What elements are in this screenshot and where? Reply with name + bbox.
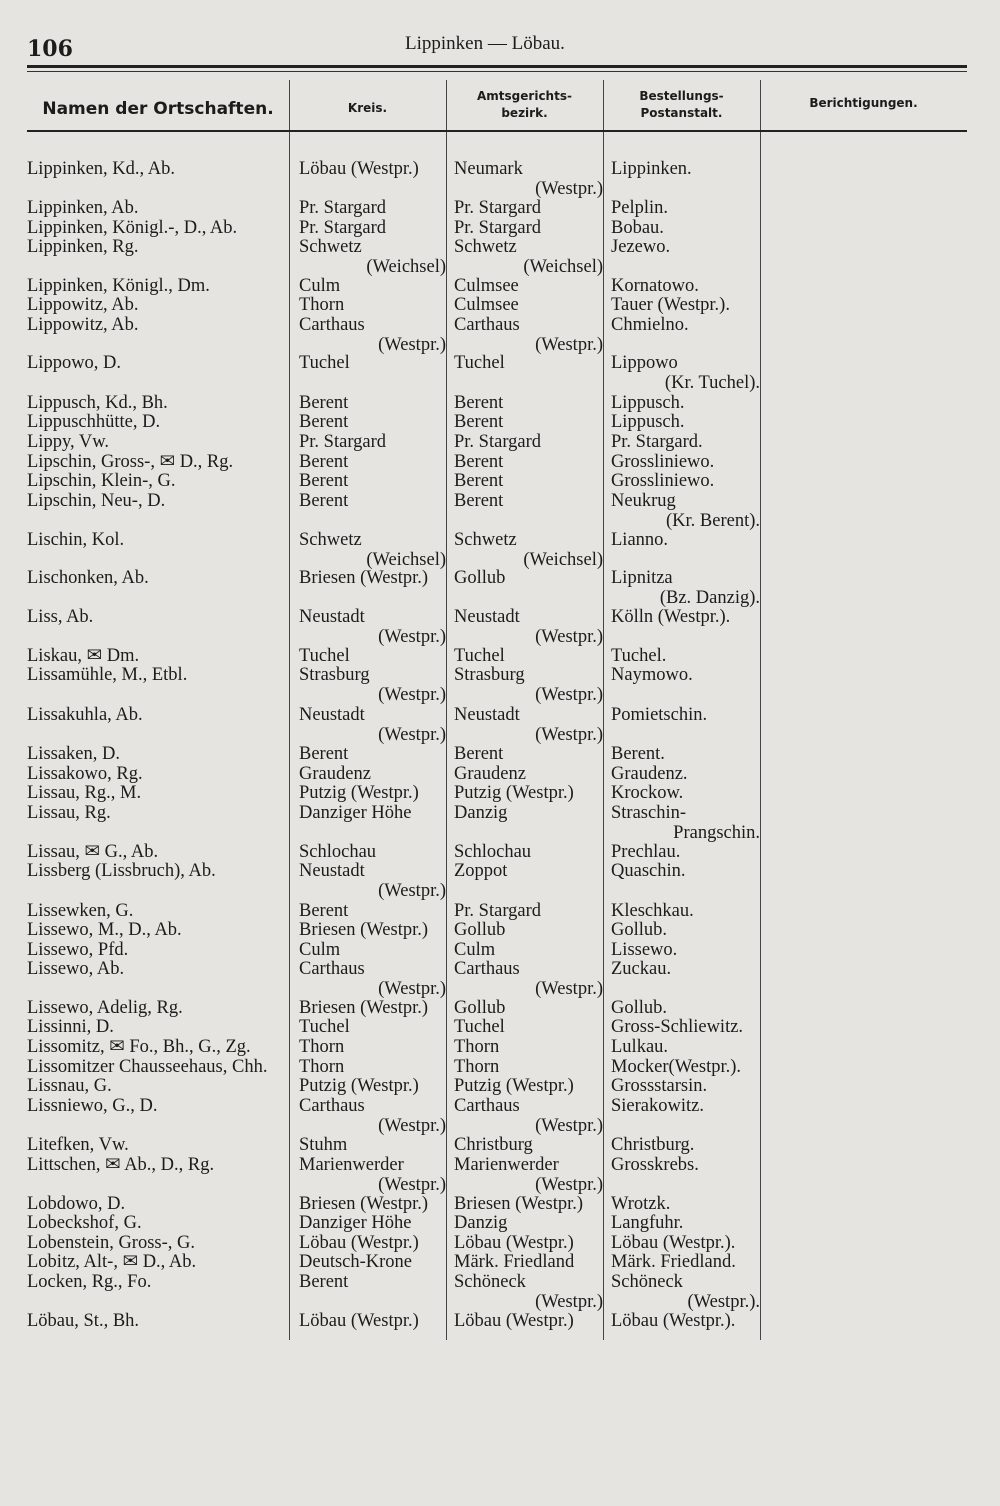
row-amtsgericht-cont: (Westpr.) <box>535 178 603 199</box>
row-place-name: Lissewo, Ab. <box>27 959 125 979</box>
row-place-name: Lissnau, G. <box>27 1076 112 1096</box>
row-kreis: Berent <box>299 744 349 764</box>
row-place-name: Liskau, ✉ Dm. <box>27 646 140 666</box>
row-postanstalt: Tauer (Westpr.). <box>611 295 730 315</box>
row-place-name: Lippusch, Kd., Bh. <box>27 393 168 413</box>
row-amtsgericht: Gollub <box>454 998 506 1018</box>
row-place-name: Lissinni, D. <box>27 1017 114 1037</box>
row-amtsgericht: Pr. Stargard <box>454 432 542 452</box>
row-postanstalt: Krockow. <box>611 783 684 803</box>
row-kreis: Danziger Höhe <box>299 1213 412 1233</box>
row-kreis-cont: (Weichsel) <box>366 256 446 277</box>
row-amtsgericht: Berent <box>454 452 504 472</box>
row-amtsgericht-cont: (Westpr.) <box>535 684 603 705</box>
header-berichtigungen: Berichtigungen. <box>809 96 918 110</box>
row-amtsgericht: Putzig (Westpr.) <box>454 783 574 803</box>
row-place-name: Lissewo, Pfd. <box>27 940 129 960</box>
row-amtsgericht: Tuchel <box>454 1017 505 1037</box>
row-place-name: Lippinken, Königl., Dm. <box>27 276 210 296</box>
row-place-name: Lissaken, D. <box>27 744 120 764</box>
row-kreis: Briesen (Westpr.) <box>299 998 429 1018</box>
row-place-name: Lippowo, D. <box>27 353 122 373</box>
row-amtsgericht-cont: (Westpr.) <box>535 626 603 647</box>
row-place-name: Lissniewo, G., D. <box>27 1096 158 1116</box>
column-divider <box>760 80 761 1340</box>
row-place-name: Lobenstein, Gross-, G. <box>27 1233 196 1253</box>
row-postanstalt: Bobau. <box>611 218 664 238</box>
row-postanstalt: Gollub. <box>611 998 668 1018</box>
row-amtsgericht-cont: (Westpr.) <box>535 334 603 355</box>
row-kreis: Berent <box>299 393 349 413</box>
row-amtsgericht: Schöneck <box>454 1272 526 1292</box>
row-postanstalt: Lippusch. <box>611 412 685 432</box>
row-place-name: Locken, Rg., Fo. <box>27 1272 152 1292</box>
row-postanstalt: Lippowo <box>611 353 678 373</box>
row-amtsgericht: Märk. Friedland <box>454 1252 575 1272</box>
row-postanstalt: Tuchel. <box>611 646 667 666</box>
row-postanstalt: Christburg. <box>611 1135 695 1155</box>
row-kreis: Neustadt <box>299 607 365 627</box>
row-kreis-cont: (Weichsel) <box>366 549 446 570</box>
row-place-name: Lippinken, Rg. <box>27 237 139 257</box>
row-amtsgericht: Danzig <box>454 1213 508 1233</box>
row-postanstalt: Pelplin. <box>611 198 669 218</box>
row-place-name: Lippowitz, Ab. <box>27 315 139 335</box>
row-postanstalt-cont: (Bz. Danzig). <box>659 587 760 608</box>
row-kreis: Schwetz <box>299 530 362 550</box>
row-place-name: Lissewo, M., D., Ab. <box>27 920 182 940</box>
row-amtsgericht: Schwetz <box>454 237 517 257</box>
row-place-name: Lissberg (Lissbruch), Ab. <box>27 861 216 881</box>
row-kreis: Neustadt <box>299 705 365 725</box>
row-postanstalt: Grosskrebs. <box>611 1155 699 1175</box>
row-amtsgericht-cont: (Westpr.) <box>535 1291 603 1312</box>
row-amtsgericht: Berent <box>454 471 504 491</box>
row-place-name: Lissamühle, M., Etbl. <box>27 665 188 685</box>
row-place-name: Lissewken, G. <box>27 901 134 921</box>
column-divider <box>289 80 290 1340</box>
row-amtsgericht-cont: (Westpr.) <box>535 978 603 999</box>
row-place-name: Lissakuhla, Ab. <box>27 705 143 725</box>
row-postanstalt-cont: (Kr. Tuchel). <box>664 372 760 393</box>
row-amtsgericht-cont: (Westpr.) <box>535 1174 603 1195</box>
row-place-name: Lissau, ✉ G., Ab. <box>27 842 159 862</box>
row-kreis: Danziger Höhe <box>299 803 412 823</box>
column-divider <box>446 80 447 1340</box>
row-place-name: Lippinken, Ab. <box>27 198 139 218</box>
row-kreis-cont: (Westpr.) <box>378 684 446 705</box>
row-postanstalt: Prechlau. <box>611 842 681 862</box>
row-kreis: Berent <box>299 412 349 432</box>
row-kreis: Löbau (Westpr.) <box>299 159 419 179</box>
row-amtsgericht: Putzig (Westpr.) <box>454 1076 574 1096</box>
row-postanstalt: Grossstarsin. <box>611 1076 708 1096</box>
row-kreis: Thorn <box>299 295 345 315</box>
row-postanstalt: Gollub. <box>611 920 668 940</box>
row-place-name: Lippuschhütte, D. <box>27 412 161 432</box>
row-amtsgericht: Schwetz <box>454 530 517 550</box>
row-amtsgericht: Marienwerder <box>454 1155 559 1175</box>
column-divider <box>603 80 604 1340</box>
row-amtsgericht: Carthaus <box>454 1096 520 1116</box>
row-amtsgericht: Zoppot <box>454 861 508 881</box>
row-kreis-cont: (Westpr.) <box>378 1115 446 1136</box>
row-postanstalt: Löbau (Westpr.). <box>611 1233 736 1253</box>
row-amtsgericht: Neustadt <box>454 705 520 725</box>
header-rule <box>27 130 967 132</box>
row-amtsgericht: Berent <box>454 491 504 511</box>
row-kreis: Schwetz <box>299 237 362 257</box>
row-postanstalt: Wrotzk. <box>611 1194 671 1214</box>
row-place-name: Lischin, Kol. <box>27 530 125 550</box>
row-amtsgericht: Strasburg <box>454 665 525 685</box>
row-kreis: Löbau (Westpr.) <box>299 1311 419 1331</box>
row-postanstalt-cont: (Westpr.). <box>687 1291 760 1312</box>
header-name: Namen der Ortschaften. <box>42 99 274 119</box>
row-amtsgericht: Gollub <box>454 920 506 940</box>
row-postanstalt: Lulkau. <box>611 1037 669 1057</box>
row-postanstalt: Sierakowitz. <box>611 1096 704 1116</box>
top-rule <box>27 65 967 68</box>
row-kreis: Strasburg <box>299 665 370 685</box>
row-kreis: Carthaus <box>299 1096 365 1116</box>
row-amtsgericht: Neumark <box>454 159 523 179</box>
row-postanstalt: Kölln (Westpr.). <box>611 607 731 627</box>
row-place-name: Liss, Ab. <box>27 607 94 627</box>
row-kreis: Marienwerder <box>299 1155 404 1175</box>
row-amtsgericht: Culm <box>454 940 496 960</box>
row-amtsgericht: Culmsee <box>454 295 519 315</box>
top-rule-thin <box>27 71 967 72</box>
row-amtsgericht: Berent <box>454 744 504 764</box>
row-place-name: Lobitz, Alt-, ✉ D., Ab. <box>27 1252 197 1272</box>
row-kreis: Pr. Stargard <box>299 198 387 218</box>
row-kreis: Culm <box>299 276 341 296</box>
row-postanstalt: Zuckau. <box>611 959 672 979</box>
row-postanstalt: Jezewo. <box>611 237 671 257</box>
row-amtsgericht-cont: (Westpr.) <box>535 1115 603 1136</box>
row-amtsgericht-cont: (Westpr.) <box>535 724 603 745</box>
row-place-name: Lippinken, Kd., Ab. <box>27 159 175 179</box>
row-amtsgericht: Graudenz <box>454 764 526 784</box>
row-postanstalt: Graudenz. <box>611 764 688 784</box>
row-postanstalt: Lipnitza <box>611 568 673 588</box>
row-amtsgericht: Carthaus <box>454 315 520 335</box>
row-kreis-cont: (Westpr.) <box>378 334 446 355</box>
row-kreis: Tuchel <box>299 353 350 373</box>
row-kreis-cont: (Westpr.) <box>378 626 446 647</box>
row-amtsgericht: Danzig <box>454 803 508 823</box>
row-amtsgericht: Pr. Stargard <box>454 198 542 218</box>
row-amtsgericht: Thorn <box>454 1057 500 1077</box>
row-kreis-cont: (Westpr.) <box>378 978 446 999</box>
row-kreis: Carthaus <box>299 959 365 979</box>
row-postanstalt: Kornatowo. <box>611 276 699 296</box>
row-kreis: Pr. Stargard <box>299 432 387 452</box>
row-kreis-cont: (Westpr.) <box>378 1174 446 1195</box>
row-amtsgericht: Gollub <box>454 568 506 588</box>
row-amtsgericht: Culmsee <box>454 276 519 296</box>
row-postanstalt: Grossliniewo. <box>611 471 715 491</box>
row-postanstalt: Chmielno. <box>611 315 689 335</box>
row-postanstalt: Gross-Schliewitz. <box>611 1017 744 1037</box>
row-kreis: Berent <box>299 491 349 511</box>
row-postanstalt: Berent. <box>611 744 665 764</box>
row-postanstalt: Lippusch. <box>611 393 685 413</box>
row-place-name: Lippowitz, Ab. <box>27 295 139 315</box>
row-postanstalt: Naymowo. <box>611 665 693 685</box>
row-kreis: Briesen (Westpr.) <box>299 920 429 940</box>
row-place-name: Lissakowo, Rg. <box>27 764 143 784</box>
row-place-name: Lippy, Vw. <box>27 432 110 452</box>
row-place-name: Lissau, Rg. <box>27 803 111 823</box>
row-place-name: Lobeckshof, G. <box>27 1213 142 1233</box>
row-amtsgericht: Briesen (Westpr.) <box>454 1194 584 1214</box>
row-amtsgericht-cont: (Weichsel) <box>523 549 603 570</box>
row-postanstalt: Lippinken. <box>611 159 692 179</box>
row-postanstalt: Pomietschin. <box>611 705 708 725</box>
row-amtsgericht: Pr. Stargard <box>454 901 542 921</box>
row-kreis: Graudenz <box>299 764 371 784</box>
row-postanstalt: Kleschkau. <box>611 901 694 921</box>
row-place-name: Lischonken, Ab. <box>27 568 149 588</box>
row-postanstalt: Straschin- <box>611 803 687 823</box>
row-kreis: Briesen (Westpr.) <box>299 568 429 588</box>
row-amtsgericht: Neustadt <box>454 607 520 627</box>
row-postanstalt: Grossliniewo. <box>611 452 715 472</box>
row-place-name: Lipschin, Gross-, ✉ D., Rg. <box>27 452 234 472</box>
row-place-name: Lippinken, Königl.-, D., Ab. <box>27 218 238 238</box>
row-place-name: Lissomitzer Chausseehaus, Chh. <box>27 1057 268 1077</box>
row-postanstalt: Löbau (Westpr.). <box>611 1311 736 1331</box>
row-kreis: Pr. Stargard <box>299 218 387 238</box>
row-place-name: Lipschin, Neu-, D. <box>27 491 166 511</box>
row-amtsgericht: Berent <box>454 412 504 432</box>
row-kreis: Berent <box>299 901 349 921</box>
row-amtsgericht: Christburg <box>454 1135 533 1155</box>
row-kreis: Putzig (Westpr.) <box>299 1076 419 1096</box>
row-place-name: Litefken, Vw. <box>27 1135 129 1155</box>
row-postanstalt-cont: (Kr. Berent). <box>665 510 760 531</box>
row-amtsgericht: Pr. Stargard <box>454 218 542 238</box>
page-number: 106 <box>27 36 73 62</box>
row-postanstalt: Schöneck <box>611 1272 683 1292</box>
row-kreis-cont: (Westpr.) <box>378 724 446 745</box>
row-place-name: Lipschin, Klein-, G. <box>27 471 176 491</box>
row-kreis-cont: (Westpr.) <box>378 880 446 901</box>
row-kreis: Briesen (Westpr.) <box>299 1194 429 1214</box>
row-kreis: Berent <box>299 452 349 472</box>
row-amtsgericht: Tuchel <box>454 646 505 666</box>
row-postanstalt: Langfuhr. <box>611 1213 684 1233</box>
row-kreis: Tuchel <box>299 1017 350 1037</box>
row-kreis: Tuchel <box>299 646 350 666</box>
row-place-name: Lissewo, Adelig, Rg. <box>27 998 183 1018</box>
header-amtsgericht: Amtsgerichts- bezirk. <box>477 89 572 120</box>
row-amtsgericht: Thorn <box>454 1037 500 1057</box>
header-kreis: Kreis. <box>347 101 388 115</box>
row-postanstalt-cont: Prangschin. <box>673 822 760 843</box>
row-kreis: Thorn <box>299 1037 345 1057</box>
row-amtsgericht: Löbau (Westpr.) <box>454 1311 574 1331</box>
row-amtsgericht: Tuchel <box>454 353 505 373</box>
row-kreis: Stuhm <box>299 1135 348 1155</box>
row-amtsgericht: Carthaus <box>454 959 520 979</box>
row-kreis: Thorn <box>299 1057 345 1077</box>
row-postanstalt: Märk. Friedland. <box>611 1252 736 1272</box>
row-kreis: Löbau (Westpr.) <box>299 1233 419 1253</box>
row-kreis: Schlochau <box>299 842 377 862</box>
row-amtsgericht: Löbau (Westpr.) <box>454 1233 574 1253</box>
row-amtsgericht: Berent <box>454 393 504 413</box>
row-amtsgericht-cont: (Weichsel) <box>523 256 603 277</box>
row-postanstalt: Pr. Stargard. <box>611 432 703 452</box>
header-postanstalt: Bestellungs- Postanstalt. <box>639 89 724 120</box>
row-kreis: Neustadt <box>299 861 365 881</box>
row-place-name: Lissomitz, ✉ Fo., Bh., G., Zg. <box>27 1037 251 1057</box>
row-kreis: Deutsch-Krone <box>299 1252 413 1272</box>
row-postanstalt: Neukrug <box>611 491 676 511</box>
row-amtsgericht: Schlochau <box>454 842 532 862</box>
row-postanstalt: Lissewo. <box>611 940 678 960</box>
row-postanstalt: Lianno. <box>611 530 669 550</box>
row-place-name: Lobdowo, D. <box>27 1194 126 1214</box>
row-postanstalt: Mocker(Westpr.). <box>611 1057 742 1077</box>
row-kreis: Berent <box>299 1272 349 1292</box>
row-kreis: Culm <box>299 940 341 960</box>
row-kreis: Putzig (Westpr.) <box>299 783 419 803</box>
row-place-name: Littschen, ✉ Ab., D., Rg. <box>27 1155 215 1175</box>
row-place-name: Lissau, Rg., M. <box>27 783 142 803</box>
row-place-name: Löbau, St., Bh. <box>27 1311 140 1331</box>
row-postanstalt: Quaschin. <box>611 861 686 881</box>
running-head: Lippinken — Löbau. <box>405 33 565 54</box>
row-kreis: Carthaus <box>299 315 365 335</box>
row-kreis: Berent <box>299 471 349 491</box>
